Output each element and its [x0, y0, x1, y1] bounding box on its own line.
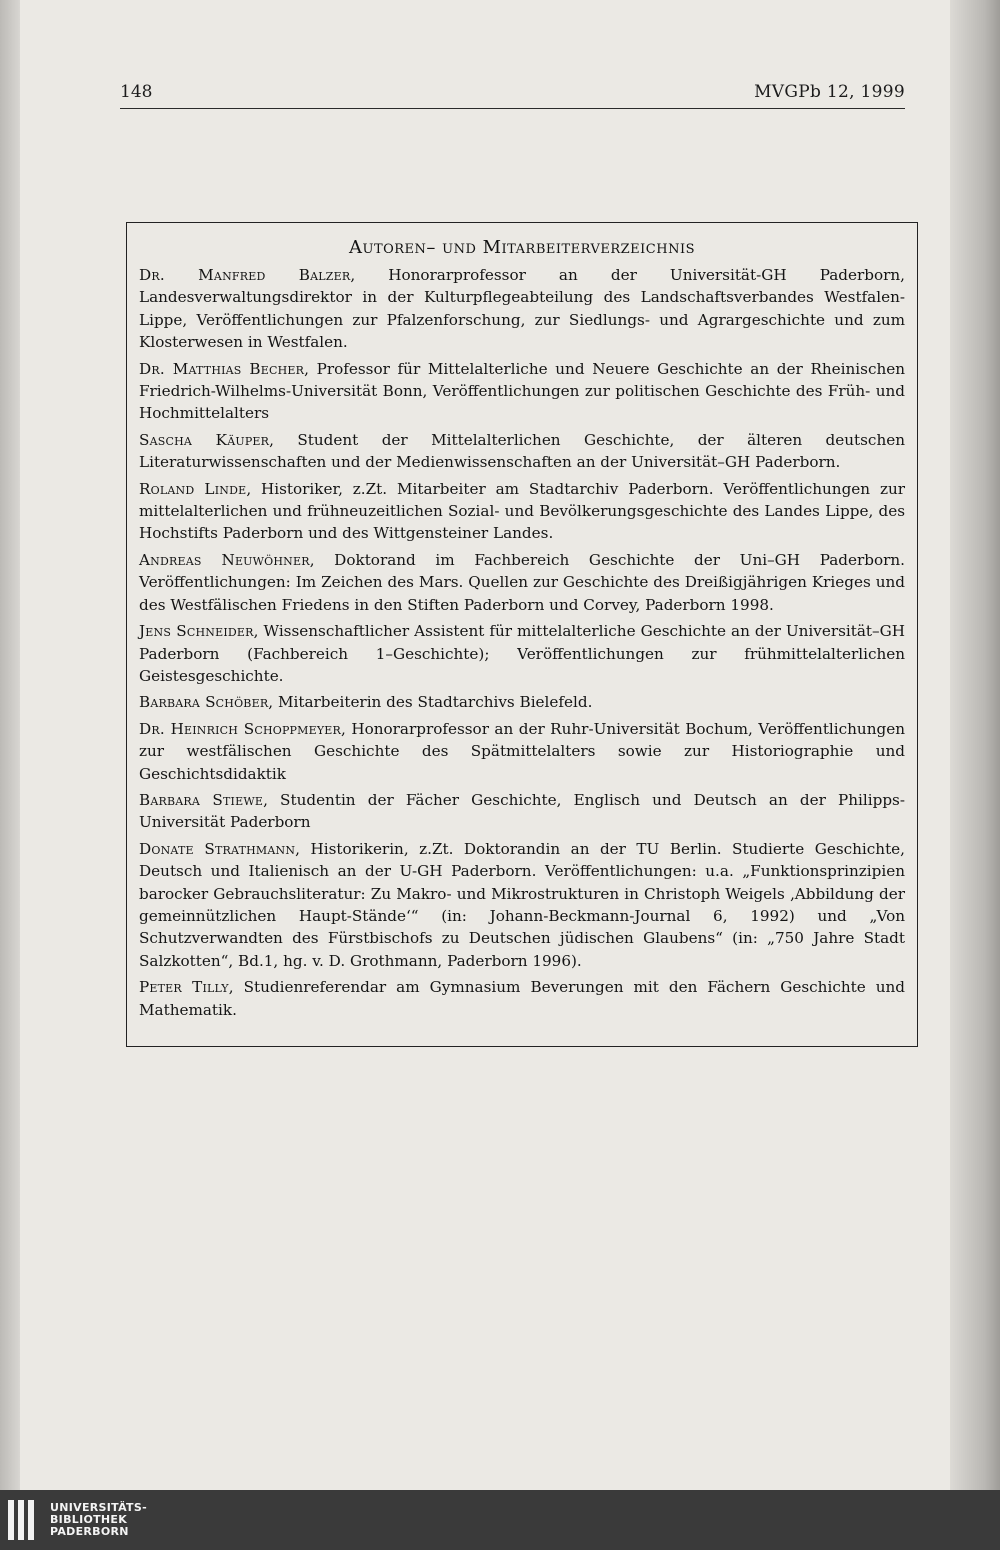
author-name: Dr. Heinrich Schoppmeyer — [139, 719, 342, 738]
author-entry — [139, 691, 905, 713]
author-description: , Studentin der Fächer Geschichte, Englisch und Deutsch an der Philipps-Universität Paderborn — [139, 790, 905, 832]
author-entry — [139, 718, 905, 785]
page-gutter-shadow — [950, 0, 1000, 1490]
author-description: , Professor für Mittelalterliche und Neuere Geschichte an der Rheinischen Friedrich-Wilhelms-Universität Bonn, Veröffentlichungen zur politischen Geschichte des Früh- und Hochmittelalters — [139, 359, 905, 423]
page-number: 148 — [120, 82, 153, 102]
author-name: Dr. Manfred Balzer — [139, 266, 351, 284]
author-description: , Mitarbeiterin des Stadtarchivs Bielefeld. — [268, 693, 593, 712]
author-entry — [139, 358, 905, 425]
author-name: Peter Tilly — [139, 978, 229, 997]
author-entry — [139, 549, 905, 616]
author-entry — [139, 264, 905, 354]
author-description: , Historikerin, z.Zt. Doktorandin an der TU Berlin. Studierte Geschichte, Deutsch und Italienisch an der U-GH Paderborn. Veröffentlichungen: u.a. „Funktionsprinzipien barocker Gebrauchsliteratur: Zu Makro- und Mikrostrukturen in Christoph Weigels ‚Abbildung der gemeinnützlichen Haupt-Stände‘“ (in: Johann-Beckmann-Journal 6, 1992) und „Von Schutzverwandten des Fürstbischofs zu Deutschen jüdischen Glaubens“ (in: „750 Jahre Stadt Salzkotten“, Bd.1, hg. v. D. Grothmann, Paderborn 1996). — [139, 839, 905, 970]
author-description: , Honorarprofessor an der Ruhr-Universität Bochum, Veröffentlichungen zur westfälischen Geschichte des Spätmittelalters sowie zur Historiographie und Geschichtsdidaktik — [139, 719, 905, 783]
author-entry — [139, 976, 905, 1021]
author-name: Sascha Käuper — [139, 430, 270, 449]
library-logo-text: UNIVERSITÄTS- BIBLIOTHEK PADERBORN — [50, 1501, 147, 1538]
author-description: , Doktorand im Fachbereich Geschichte der Uni–GH Paderborn. Veröffentlichungen: Im Zeichen des Mars. Quellen zur Geschichte des Dreißigjährigen Krieges und des Westfälischen Friedens in den Stiften Paderborn und Corvey, Paderborn 1998. — [139, 550, 906, 614]
running-head — [120, 80, 905, 109]
author-description: , Student der Mittelalterlichen Geschichte, der älteren deutschen Literaturwissenschaften und der Medienwissenschaften an der Universität–GH Paderborn. — [139, 430, 905, 472]
author-entry — [139, 620, 905, 687]
author-description: , Wissenschaftlicher Assistent für mittelalterliche Geschichte an der Universität–GH Paderborn (Fachbereich 1–Geschichte); Veröffentlichungen zur frühmittelalterlichen Geistesgeschichte. — [139, 622, 906, 685]
directory-title: Autoren– und Mitarbeiterverzeichnis — [348, 237, 696, 258]
author-name: Barbara Schöber — [139, 693, 269, 712]
author-name: Roland Linde — [139, 479, 247, 498]
author-description: , Honorarprofessor an der Universität-GH Paderborn, Landesverwaltungsdirektor in der Kulturpflegeabteilung des Landschaftsverbandes Westfalen-Lippe, Veröffentlichungen zur Pfalzenforschung, zur Siedlungs- und Agrargeschichte und zum Klosterwesen in Westfalen. — [139, 266, 905, 352]
library-logo — [8, 1500, 168, 1540]
library-logo-mark-icon — [8, 1500, 42, 1540]
author-description: , Studienreferendar am Gymnasium Beverungen mit den Fächern Geschichte und Mathematik. — [139, 978, 906, 1019]
author-entry — [139, 478, 905, 545]
author-entry — [139, 838, 905, 972]
author-description: , Historiker, z.Zt. Mitarbeiter am Stadtarchiv Paderborn. Veröffentlichungen zur mittelalterlichen und frühneuzeitlichen Sozial- und Bevölkerungsgeschichte des Landes Lippe, des Hochstifts Paderborn und des Wittgensteiner Landes. — [139, 479, 905, 543]
author-directory-box — [126, 222, 918, 1047]
author-name: Jens Schneider — [139, 622, 254, 641]
journal-reference: MVGPb 12, 1999 — [754, 82, 905, 102]
author-name: Donate Strathmann — [139, 839, 296, 858]
author-entry — [139, 429, 905, 474]
author-entries — [139, 264, 905, 1021]
author-entry — [139, 789, 905, 834]
author-name: Dr. Matthias Becher — [139, 359, 305, 378]
author-name: Barbara Stiewe — [139, 790, 264, 809]
scan-left-edge — [0, 0, 20, 1550]
author-name: Andreas Neuwöhner — [139, 550, 310, 569]
